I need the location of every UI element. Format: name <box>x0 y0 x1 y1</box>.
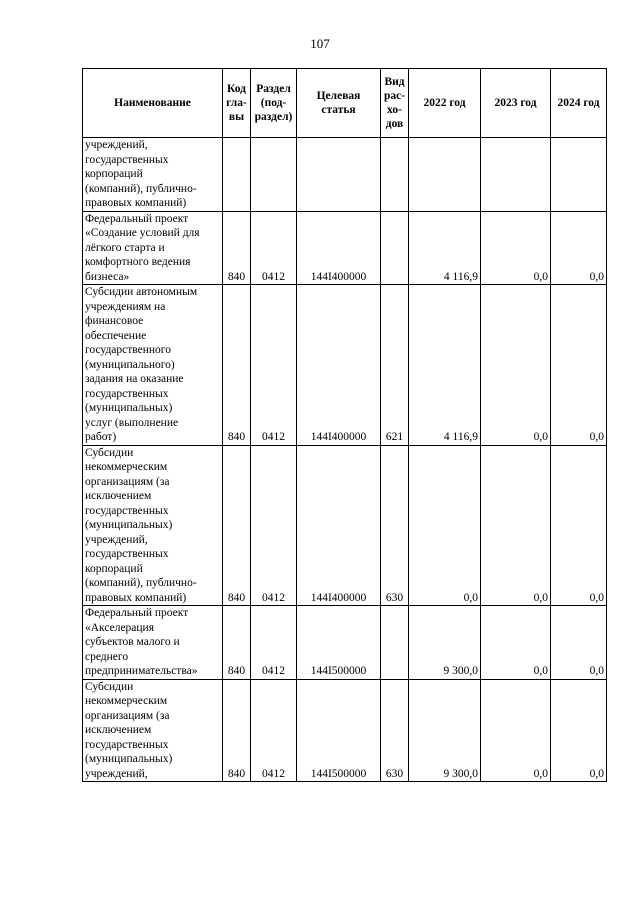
name-line: комфортного ведения <box>85 256 191 268</box>
header-razdel <box>251 69 297 138</box>
table-header-row <box>83 69 607 138</box>
header-kod-glavy <box>223 69 251 138</box>
name-line: субъектов малого и <box>85 636 180 648</box>
name-line: «Создание условий для <box>85 227 200 239</box>
header-vid-line: дов <box>385 118 404 130</box>
cell-vid-rashodov: 630 <box>381 445 409 606</box>
name-line: государственных <box>85 153 169 166</box>
cell-tselevaya-statya: 144I400000 <box>297 445 381 606</box>
header-vid-line: Вид <box>384 76 405 88</box>
cell-name <box>83 211 223 285</box>
name-line: Субсидии <box>85 446 134 459</box>
cell-2022: 9 300,0 <box>409 606 481 680</box>
cell-tselevaya-statya: 144I400000 <box>297 285 381 446</box>
table-row <box>83 445 607 606</box>
header-vid-rashodov <box>381 69 409 138</box>
header-kod-line: вы <box>228 111 245 123</box>
page-number: 107 <box>310 36 330 51</box>
cell-razdel: 0412 <box>251 679 297 782</box>
table-row <box>83 138 607 212</box>
name-line: организациям (за <box>85 475 170 488</box>
cell-razdel: 0412 <box>251 606 297 680</box>
name-line: Субсидии <box>85 680 134 693</box>
name-line: бизнеса» <box>85 270 130 283</box>
name-line: корпораций <box>85 168 143 180</box>
name-line: некоммерческим <box>85 461 168 473</box>
cell-2022 <box>409 138 481 212</box>
table-row <box>83 285 607 446</box>
name-line: (муниципального) <box>85 358 175 371</box>
name-line: государственных <box>85 504 169 517</box>
budget-table <box>82 68 607 782</box>
name-line: среднего <box>85 650 129 663</box>
cell-kod: 840 <box>223 606 251 680</box>
cell-2022: 4 116,9 <box>409 211 481 285</box>
cell-name <box>83 445 223 606</box>
cell-razdel: 0412 <box>251 211 297 285</box>
header-name: Наименование <box>83 69 223 138</box>
header-vid-line: рас- <box>383 90 406 102</box>
cell-tselevaya-statya: 144I500000 <box>297 606 381 680</box>
name-line: (компаний), публично- <box>85 182 197 195</box>
header-tselevaya-statya <box>297 69 381 138</box>
name-line: (муниципальных) <box>85 753 173 765</box>
cell-tselevaya-statya <box>297 138 381 212</box>
cell-tselevaya-statya: 144I400000 <box>297 211 381 285</box>
cell-kod <box>223 138 251 212</box>
name-line: Федеральный проект <box>85 607 189 619</box>
cell-razdel <box>251 138 297 212</box>
header-razdel-line: Раздел <box>256 83 291 95</box>
cell-vid-rashodov: 630 <box>381 679 409 782</box>
header-2023: 2023 год <box>481 69 551 138</box>
table-row <box>83 211 607 285</box>
header-razdel-line: раздел) <box>254 111 293 123</box>
cell-2023: 0,0 <box>481 211 551 285</box>
cell-2023: 0,0 <box>481 285 551 446</box>
cell-tselevaya-statya: 144I500000 <box>297 679 381 782</box>
header-kod-line: гла- <box>226 97 247 109</box>
name-line: обеспечение <box>85 329 147 342</box>
name-line: некоммерческим <box>85 695 168 707</box>
name-line: «Акселерация <box>85 621 154 634</box>
cell-2024: 0,0 <box>551 679 607 782</box>
cell-2024: 0,0 <box>551 285 607 446</box>
name-line: предпринимательства» <box>85 665 198 677</box>
cell-2022: 9 300,0 <box>409 679 481 782</box>
name-line: организациям (за <box>85 709 170 722</box>
cell-kod: 840 <box>223 285 251 446</box>
cell-kod: 840 <box>223 679 251 782</box>
cell-kod: 840 <box>223 211 251 285</box>
cell-name <box>83 138 223 212</box>
name-line: (муниципальных) <box>85 402 173 414</box>
name-line: Федеральный проект <box>85 212 189 225</box>
name-line: (муниципальных) <box>85 519 173 531</box>
cell-vid-rashodov <box>381 138 409 212</box>
cell-name <box>83 679 223 782</box>
header-kod-line: Код <box>226 83 246 95</box>
cell-2023: 0,0 <box>481 445 551 606</box>
name-line: лёгкого старта и <box>85 241 165 254</box>
cell-vid-rashodov <box>381 606 409 680</box>
name-line: работ) <box>85 431 117 443</box>
header-tselevaya-line: статья <box>321 104 356 116</box>
name-line: услуг (выполнение <box>85 416 179 429</box>
cell-razdel: 0412 <box>251 445 297 606</box>
name-line: финансовое <box>85 315 144 327</box>
cell-2023: 0,0 <box>481 606 551 680</box>
header-razdel-line: (под- <box>260 97 287 109</box>
cell-name <box>83 606 223 680</box>
cell-2024: 0,0 <box>551 445 607 606</box>
name-line: задания на оказание <box>85 373 184 385</box>
name-line: государственных <box>85 548 169 560</box>
cell-2023 <box>481 138 551 212</box>
name-line: исключением <box>85 490 152 502</box>
name-line: корпораций <box>85 562 143 575</box>
name-line: учреждениям на <box>85 300 166 313</box>
header-tselevaya-line: Целевая <box>316 90 361 102</box>
table-row <box>83 606 607 680</box>
cell-vid-rashodov <box>381 211 409 285</box>
name-line: исключением <box>85 724 152 736</box>
name-line: Субсидии автономным <box>85 286 198 298</box>
cell-2024: 0,0 <box>551 606 607 680</box>
cell-2022: 0,0 <box>409 445 481 606</box>
name-line: учреждений, <box>85 533 148 546</box>
name-line: (компаний), публично- <box>85 577 197 589</box>
cell-kod: 840 <box>223 445 251 606</box>
cell-razdel: 0412 <box>251 285 297 446</box>
cell-2023: 0,0 <box>481 679 551 782</box>
header-2024: 2024 год <box>551 69 607 138</box>
name-line: учреждений, <box>85 139 148 151</box>
cell-2024: 0,0 <box>551 211 607 285</box>
cell-name <box>83 285 223 446</box>
name-line: государственных <box>85 387 169 400</box>
name-line: государственного <box>85 344 171 356</box>
header-vid-line: хо- <box>387 104 402 116</box>
name-line: правовых компаний) <box>85 591 187 604</box>
name-line: правовых компаний) <box>85 197 187 209</box>
header-2022: 2022 год <box>409 69 481 138</box>
table-row <box>83 679 607 782</box>
cell-vid-rashodov: 621 <box>381 285 409 446</box>
name-line: учреждений, <box>85 767 148 780</box>
cell-2024 <box>551 138 607 212</box>
cell-2022: 4 116,9 <box>409 285 481 446</box>
name-line: государственных <box>85 738 169 751</box>
